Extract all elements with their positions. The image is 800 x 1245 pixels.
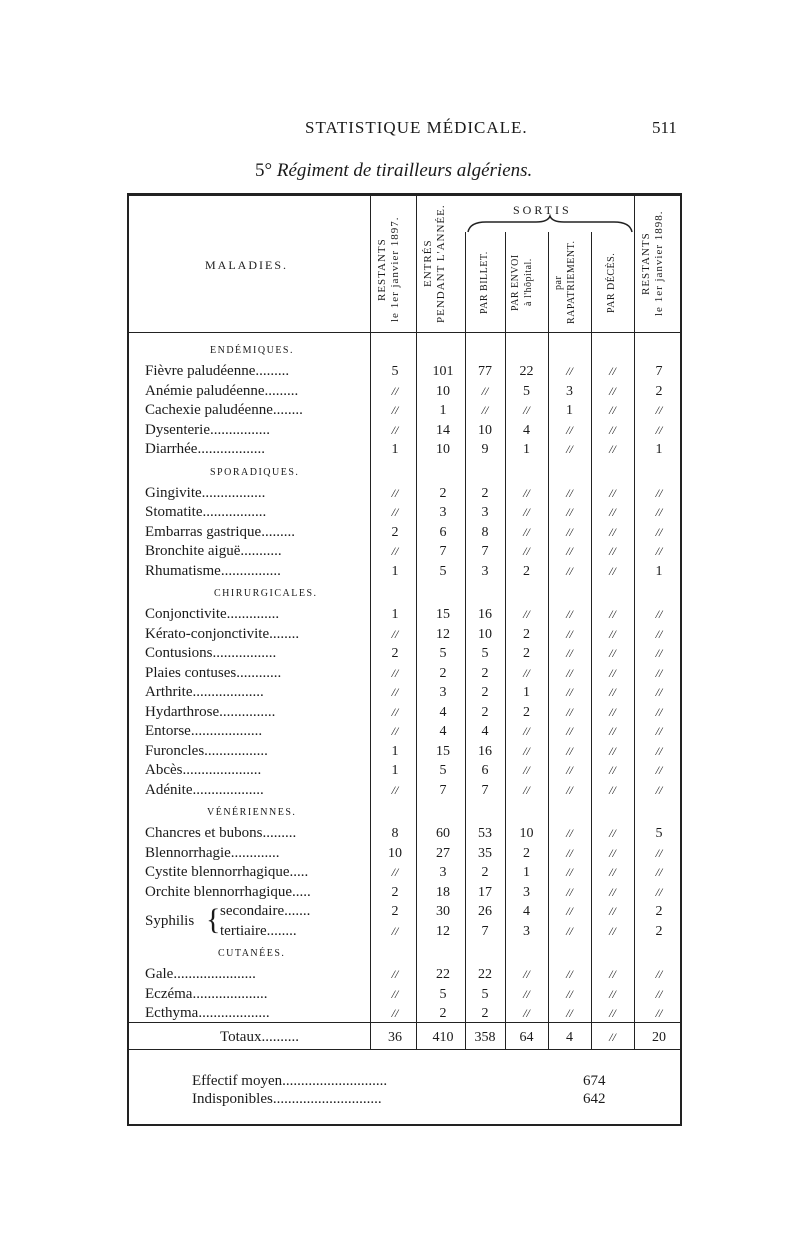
totals-rule	[127, 1022, 682, 1023]
table-cell: //	[609, 967, 616, 981]
table-cell: //	[655, 1006, 663, 1020]
row-label: Anémie paludéenne.........	[145, 382, 299, 399]
table-cell: //	[655, 782, 663, 797]
table-cell: 16	[478, 743, 492, 759]
table-cell: //	[655, 724, 663, 738]
total-cell: 36	[388, 1030, 402, 1045]
table-cell: //	[609, 845, 616, 860]
subtitle-text: Régiment de tirailleurs algériens.	[276, 160, 533, 181]
table-cell: 2	[523, 845, 530, 861]
table-cell: 3	[439, 505, 447, 520]
table-cell: //	[609, 607, 616, 621]
table-cell: //	[566, 485, 573, 500]
table-cell: 1	[391, 763, 399, 778]
row-label: Cystite blennorrhagique.....	[145, 864, 309, 880]
table-cell: 7	[481, 544, 489, 559]
table-cell: //	[609, 704, 616, 719]
table-cell: //	[609, 923, 616, 938]
table-cell: 2	[439, 1006, 447, 1021]
table-cell: //	[609, 724, 616, 738]
header-restants-1897-b: le 1er janvier 1897.	[389, 216, 401, 323]
table-cell: //	[655, 665, 663, 680]
table-cell: //	[609, 524, 616, 539]
row-label: Rhumatisme................	[145, 562, 281, 579]
table-cell: //	[609, 563, 616, 578]
table-cell: //	[566, 422, 573, 437]
table-cell: 10	[519, 826, 534, 841]
table-cell: 3	[439, 865, 447, 880]
table-cell: 2	[523, 704, 530, 720]
table-cell: 3	[566, 383, 573, 399]
header-restants-1898-a: RESTANTS	[640, 232, 652, 295]
table-cell: 3	[481, 563, 489, 579]
table-cell: 2	[481, 485, 489, 501]
table-cell: 10	[478, 626, 492, 642]
table-cell: 2	[391, 884, 399, 900]
table-cell: //	[566, 704, 573, 719]
table-cell: //	[609, 544, 616, 558]
header-entres	[422, 200, 448, 327]
table-cell: //	[655, 646, 663, 660]
table-cell: 9	[481, 442, 489, 457]
table-subtitle	[255, 160, 532, 182]
table-cell: //	[566, 563, 573, 578]
table-cell: //	[655, 884, 663, 899]
table-cell: //	[481, 383, 489, 398]
header-par-deces: PAR DÉCÈS.	[606, 252, 617, 313]
row-label: Eczéma....................	[145, 985, 268, 1002]
table-cell: 2	[391, 646, 399, 661]
table-cell: //	[566, 865, 573, 879]
header-restants-1897	[376, 212, 402, 327]
row-label: tertiaire........	[220, 922, 297, 939]
table-cell: 12	[436, 626, 450, 642]
table-cell: 4	[439, 724, 447, 739]
table-cell: //	[566, 607, 573, 621]
table-cell: //	[523, 524, 530, 539]
table-cell: //	[655, 626, 663, 641]
table-cell: //	[609, 986, 616, 1001]
table-cell: 2	[523, 646, 530, 661]
row-label: Abcès.....................	[145, 762, 262, 778]
table-cell: 77	[478, 364, 492, 379]
page-number: 511	[652, 118, 677, 137]
table-cell: //	[609, 442, 616, 456]
table-cell: //	[391, 986, 399, 1001]
table-cell: //	[523, 1006, 530, 1020]
header-rapat-b: RAPATRIEMENT.	[566, 240, 577, 325]
table-cell: //	[391, 505, 399, 519]
table-cell: //	[609, 1006, 616, 1020]
table-cell: //	[655, 704, 663, 719]
table-cell: //	[481, 403, 489, 417]
table-cell: //	[566, 505, 573, 519]
table-cell: //	[566, 364, 573, 378]
table-cell: //	[609, 826, 616, 840]
table-cell: 5	[523, 383, 530, 399]
table-cell: //	[391, 967, 399, 981]
row-label: Blennorrhagie.............	[145, 844, 280, 861]
table-cell: 1	[391, 607, 399, 622]
table-cell: 2	[391, 904, 399, 919]
effectif-label: Effectif moyen............................	[192, 1073, 388, 1089]
table-cell: //	[566, 923, 573, 938]
table-cell: //	[609, 383, 616, 398]
total-cell: 358	[474, 1030, 496, 1045]
table-cell: 7	[481, 782, 489, 798]
effectif-value: 674	[583, 1073, 606, 1089]
table-cell: 2	[391, 524, 399, 540]
row-label: Adénite...................	[145, 781, 264, 798]
header-envoi-a: PAR ENVOI	[510, 254, 521, 311]
table-cell: 3	[481, 505, 489, 520]
table-cell: 5	[439, 763, 447, 778]
header-entres-b: PENDANT L'ANNÉE.	[435, 204, 447, 323]
table-cell: 12	[436, 923, 450, 939]
header-sortis: SORTIS	[513, 203, 572, 217]
indisponibles-label: Indisponibles.............................	[192, 1091, 382, 1107]
table-cell: //	[609, 904, 616, 918]
table-cell: 15	[436, 743, 450, 759]
table-cell: //	[609, 403, 616, 417]
header-restants-1898-b: le 1er janvier 1898.	[653, 210, 665, 317]
table-cell: 4	[523, 422, 530, 438]
total-cell: 64	[519, 1030, 534, 1045]
table-cell: //	[391, 403, 399, 417]
table-cell: 22	[436, 967, 450, 982]
total-cell: //	[609, 1030, 616, 1044]
table-cell: 7	[655, 364, 663, 379]
table-cell: 35	[478, 845, 492, 861]
row-label: Conjonctivite..............	[145, 606, 280, 622]
table-cell: 2	[481, 685, 489, 700]
table-cell: //	[609, 364, 616, 378]
table-cell: 10	[388, 845, 402, 861]
table-cell: 7	[481, 923, 489, 939]
table-cell: //	[655, 865, 663, 879]
table-cell: //	[655, 607, 663, 621]
table-cell: //	[566, 665, 573, 680]
table-cell: 5	[439, 563, 447, 579]
table-cell: //	[566, 1006, 573, 1020]
table-cell: 18	[436, 884, 450, 900]
table-cell: //	[391, 544, 399, 558]
table-cell: 1	[655, 563, 663, 579]
table-cell: 5	[439, 646, 447, 661]
table-cell: //	[655, 544, 663, 558]
row-label: Kérato-conjonctivite........	[145, 625, 300, 642]
table-cell: //	[566, 763, 573, 777]
table-cell: 10	[436, 442, 450, 457]
table-cell: //	[523, 782, 530, 797]
table-cell: 5	[481, 986, 489, 1002]
table-cell: //	[566, 845, 573, 860]
row-label: Diarrhée..................	[145, 441, 265, 457]
row-label: Hydarthrose...............	[145, 703, 276, 720]
table-cell: //	[655, 743, 663, 758]
table-cell: 5	[391, 364, 399, 379]
table-cell: //	[655, 763, 663, 777]
table-cell: 4	[481, 724, 489, 739]
table-cell: //	[609, 685, 616, 699]
row-label: Bronchite aiguë...........	[145, 543, 282, 559]
table-cell: 4	[523, 904, 530, 919]
row-label: Gingivite.................	[145, 484, 266, 501]
table-cell: 22	[478, 967, 492, 982]
table-cell: 1	[439, 403, 447, 418]
header-maladies: MALADIES.	[205, 258, 288, 272]
table-cell: //	[566, 724, 573, 738]
table-cell: 2	[481, 704, 489, 720]
syphilis-brace: {	[206, 903, 221, 936]
total-cell: 410	[432, 1030, 454, 1045]
table-cell: 3	[439, 685, 447, 700]
table-cell: 2	[439, 485, 447, 501]
table-cell: 2	[481, 865, 489, 880]
table-cell: //	[391, 383, 399, 398]
table-cell: //	[609, 626, 616, 641]
table-cell: //	[655, 524, 663, 539]
table-cell: 3	[523, 884, 530, 900]
table-cell: //	[655, 422, 663, 437]
table-cell: //	[566, 986, 573, 1001]
section-title: CHIRURGICALES.	[214, 588, 318, 599]
table-cell: 2	[655, 904, 663, 919]
table-cell: //	[655, 685, 663, 699]
table-cell: //	[609, 422, 616, 437]
table-cell: 4	[439, 704, 447, 720]
table-cell: //	[566, 826, 573, 840]
table-cell: //	[523, 763, 530, 777]
table-cell: //	[566, 685, 573, 699]
col-rule	[634, 194, 635, 1049]
table-cell: 1	[391, 743, 399, 759]
table-cell: 8	[391, 826, 399, 841]
total-cell: 20	[652, 1030, 666, 1045]
syphilis-label: Syphilis	[145, 913, 195, 929]
header-rapatriement	[552, 240, 578, 325]
running-head: STATISTIQUE MÉDICALE.	[305, 118, 528, 137]
table-cell: 7	[439, 544, 447, 559]
table-cell: 1	[566, 403, 573, 418]
table-cell: //	[655, 986, 663, 1001]
table-cell: //	[523, 986, 530, 1001]
table-cell: 1	[523, 685, 530, 700]
table-cell: 2	[655, 923, 663, 939]
table-cell: 6	[481, 763, 489, 778]
table-cell: //	[655, 845, 663, 860]
table-cell: //	[609, 884, 616, 899]
table-cell: 14	[436, 422, 450, 438]
table-cell: //	[391, 422, 399, 437]
table-cell: //	[566, 442, 573, 456]
table-cell: //	[655, 505, 663, 519]
row-label: Fièvre paludéenne.........	[145, 363, 290, 379]
table-cell: //	[566, 524, 573, 539]
totaux-label: Totaux..........	[220, 1029, 299, 1045]
row-label: Ecthyma...................	[145, 1005, 270, 1021]
header-rapat-a: par	[553, 275, 564, 290]
header-restants-1898	[640, 200, 666, 327]
section-title: SPORADIQUES.	[210, 466, 300, 478]
table-cell: //	[609, 782, 616, 797]
table-cell: //	[391, 704, 399, 719]
table-cell: //	[391, 685, 399, 699]
table-cell: //	[655, 403, 663, 417]
table-cell: 5	[481, 646, 489, 661]
table-cell: 2	[523, 563, 530, 579]
table-cell: 6	[439, 524, 447, 540]
row-label: Stomatite.................	[145, 504, 267, 520]
row-label: Arthrite...................	[145, 684, 264, 700]
header-envoi-b: à l'hôpital.	[523, 258, 534, 307]
table-cell: //	[566, 646, 573, 660]
table-cell: //	[523, 485, 530, 500]
table-cell: //	[609, 505, 616, 519]
table-cell: //	[566, 626, 573, 641]
table-cell: 2	[481, 1006, 489, 1021]
indisponibles-value: 642	[583, 1091, 606, 1107]
row-label: Embarras gastrique.........	[145, 523, 295, 540]
table-cell: 101	[432, 364, 454, 379]
table-cell: 27	[436, 845, 450, 861]
row-label: Furoncles.................	[145, 742, 268, 759]
table-cell: 1	[655, 442, 663, 457]
row-label: Chancres et bubons.........	[145, 825, 297, 841]
header-restants-1897-a: RESTANTS	[376, 238, 388, 301]
table-cell: //	[609, 865, 616, 879]
table-cell: //	[523, 607, 530, 621]
table-cell: //	[566, 967, 573, 981]
totals-bottom-rule	[127, 1049, 682, 1050]
table-cell: //	[609, 763, 616, 777]
row-label: Gale......................	[145, 966, 256, 982]
table-cell: //	[609, 646, 616, 660]
row-label: Plaies contuses............	[145, 664, 282, 681]
table-cell: //	[523, 665, 530, 680]
table-cell: //	[391, 865, 399, 879]
table-cell: //	[566, 884, 573, 899]
table-cell: 5	[439, 986, 447, 1002]
table-cell: 1	[391, 442, 399, 457]
table-cell: //	[566, 904, 573, 918]
table-cell: 15	[436, 607, 450, 622]
section-title: CUTANÉES.	[218, 948, 286, 959]
table-cell: //	[391, 724, 399, 738]
table-cell: //	[566, 544, 573, 558]
table-cell: //	[523, 544, 530, 558]
row-label: Dysenterie................	[145, 421, 270, 438]
table-cell: //	[391, 626, 399, 641]
row-label: Entorse...................	[145, 723, 263, 739]
table-cell: //	[566, 782, 573, 797]
header-rule	[127, 332, 682, 333]
table-cell: //	[609, 665, 616, 680]
table-cell: 16	[478, 607, 492, 622]
row-label: Orchite blennorrhagique.....	[145, 883, 311, 900]
table-cell: //	[391, 1006, 399, 1020]
row-label: Contusions.................	[145, 645, 277, 661]
table-cell: 3	[523, 923, 530, 939]
table-cell: //	[655, 967, 663, 981]
table-cell: //	[523, 403, 530, 417]
table-cell: //	[609, 485, 616, 500]
table-cell: 2	[523, 626, 530, 642]
table-cell: 7	[439, 782, 447, 798]
table-cell: 30	[436, 904, 450, 919]
table-cell: //	[391, 782, 399, 797]
table-cell: //	[523, 967, 530, 981]
subtitle-number: 5°	[255, 160, 273, 181]
table-cell: //	[566, 743, 573, 758]
table-cell: //	[523, 724, 530, 738]
table-cell: 2	[481, 665, 489, 681]
table-cell: //	[655, 485, 663, 500]
table-cell: //	[523, 505, 530, 519]
table-cell: 5	[655, 826, 663, 841]
total-cell: 4	[566, 1030, 573, 1045]
table-cell: 22	[519, 364, 534, 379]
table-cell: 17	[478, 884, 492, 900]
table-cell: 60	[436, 826, 450, 841]
header-par-envoi	[509, 240, 535, 325]
table-cell: 53	[478, 826, 492, 841]
table-cell: 2	[439, 665, 447, 681]
table-cell: //	[391, 485, 399, 500]
table-cell: 2	[655, 383, 663, 399]
table-cell: //	[391, 665, 399, 680]
header-par-billet: PAR BILLET.	[479, 251, 490, 314]
section-title: VÉNÉRIENNES.	[207, 807, 297, 818]
section-title: ENDÉMIQUES.	[210, 345, 294, 356]
table-cell: 26	[478, 904, 492, 919]
row-label: secondaire.......	[220, 903, 311, 919]
header-entres-a: ENTRÉS	[422, 239, 434, 288]
table-cell: //	[523, 743, 530, 758]
table-cell: 1	[523, 865, 530, 880]
col-rule	[370, 194, 371, 1049]
table-cell: 1	[391, 563, 399, 579]
table-cell: //	[609, 743, 616, 758]
table-cell: //	[391, 923, 399, 938]
table-cell: 8	[481, 524, 489, 540]
row-label: Cachexie paludéenne........	[145, 402, 303, 418]
table-cell: 1	[523, 442, 530, 457]
table-cell: 10	[478, 422, 492, 438]
table-cell: 10	[436, 383, 450, 399]
